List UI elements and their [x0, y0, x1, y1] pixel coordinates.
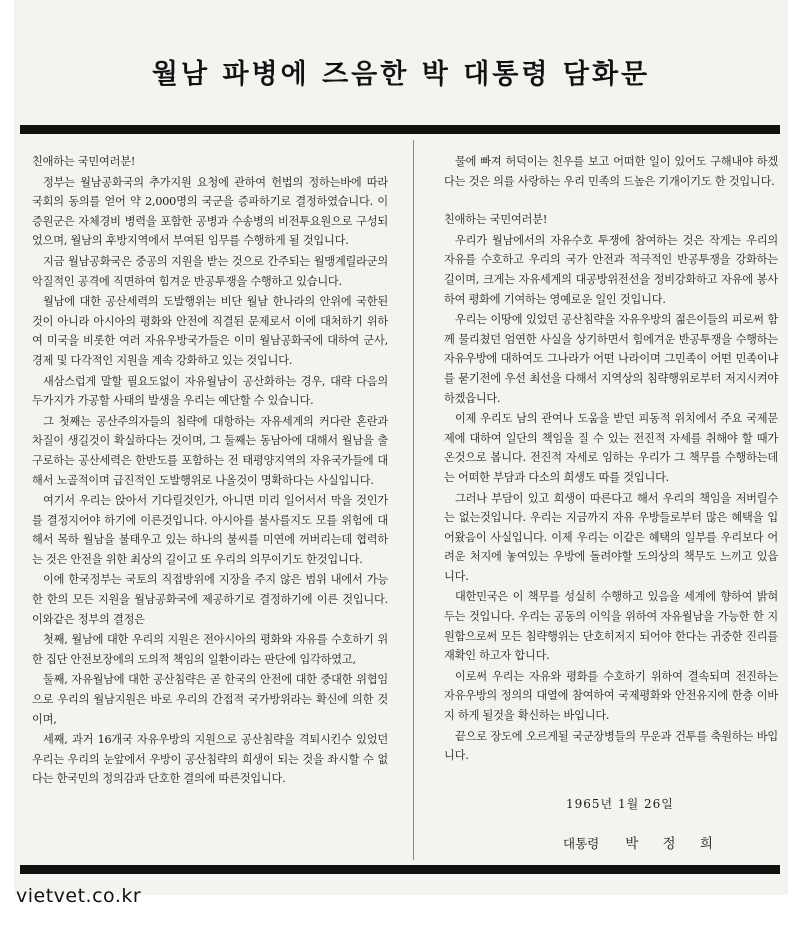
signature-name: 박 정 희 [625, 836, 723, 852]
paragraph: 그러나 부담이 있고 희생이 따른다고 해서 우리의 책임을 저버릴수는 없는것입니다. 우리는 지금까지 자유 우방들로부터 많은 혜택을 입어왔음이 사실입니다. 이제 우리는 이같은 혜택의 일부를 우리보다 어려운 처지에 놓여있는 우방에 돌려야할 도의상의 책무도 느끼고 있읍니다. [444, 491, 778, 583]
paragraph: 월남에 대한 공산세력의 도발행위는 비단 월남 한나라의 안위에 국한된 것이 아니라 아시아의 평화와 안전에 직결된 문제로서 이에 대처하기 위하여 미국을 비롯한 여러 자유우방국가들은 이미 월남공화국에 대하여 군사, 경제 및 다각적인 지원을 계속 강화하고 있는 것입니다. [32, 295, 388, 367]
paragraph: 친애하는 국민여러분! [32, 155, 136, 168]
document-title: 월남 파병에 즈음한 박 대통령 담화문 [151, 59, 651, 90]
paragraph: 정부는 월남공화국의 추가지원 요청에 관하여 헌법의 정하는바에 따라 국회의 동의를 얻어 약 2,000명의 국군을 증파하기로 결정하였습니다. 이 증원군은 자체경비 병력을 포함한 공병과 수송병의 비전투요원으로 구성되었으며, 월남의 후방지역에서 부여된 임무를 수행하게 될 것입니다. [32, 175, 388, 248]
paragraph: 끝으로 장도에 오르게될 국군장병들의 무운과 건투를 축원하는 바입니다. [444, 729, 778, 763]
paragraph: 여기서 우리는 앉아서 기다릴것인가, 아니면 미리 일어서서 막을 것인가를 결정지어야 하기에 이른것입니다. 아시아를 불사를지도 모를 위험에 대해서 목하 월남을 불태우고 있는 하나의 불씨를 미연에 꺼버리는데 협력하는 것은 안전을 위한 최상의 길이고 또 우리의 의무이기도 한것입니다. [32, 494, 388, 566]
top-rule [20, 125, 780, 134]
paragraph: 친애하는 국민여러분! [444, 213, 548, 227]
paragraph: 우리는 이땅에 있었던 공산침략을 자유우방의 젊은이들의 피로써 함께 물리쳤던 엄연한 사실을 상기하면서 힘에겨운 반공투쟁을 수행하는 자유우방에 대하여도 그나라가 어떤 나라이며 그민족이 어떤 민족이냐를 묻기전에 우선 최선을 다해서 지역상의 침략행위로부터 저지시켜야 하겠읍니다. [444, 313, 778, 405]
paragraph: 세째, 과거 16개국 자유우방의 지원으로 공산침략을 격퇴시킨수 있었던 우리는 우리의 눈앞에서 우방이 공산침략의 희생이 되는 것을 좌시할 수 없다는 한국민의 정의감과 단호한 결의에 따른것입니다. [32, 733, 388, 786]
bottom-rule [20, 865, 780, 874]
paragraph: 첫째, 월남에 대한 우리의 지원은 전아시아의 평화와 자유를 수호하기 위한 집단 안전보장에의 도의적 책임의 일환이라는 판단에 입각하였고, [32, 633, 388, 666]
footer-site-label: vietvet.co.kr [16, 885, 142, 907]
paragraph: 대한민국은 이 책무를 성실히 수행하고 있음을 세계에 향하여 밝혀 두는 것입니다. 우리는 공동의 이익을 위하여 자유월남을 가능한 한 지원함으로써 모든 침략행위는 단호히저지 되어야 한다는 귀중한 진리를 재확인 하고자 합니다. [444, 590, 778, 663]
document-date: 1965년 1월 26일 [566, 797, 674, 811]
right-column [444, 152, 778, 767]
paragraph: 우리가 월남에서의 자유수호 투쟁에 참여하는 것은 작게는 우리의 자유를 수호하고 우리의 국가 안전과 적극적인 반공투쟁을 강화하는 길이며, 크게는 자유세계의 대공방위전선을 정비강화하고 자유에 봉사하여 평화에 기여하는 영예로운 일인 것입니다. [444, 233, 778, 306]
paragraph: 둘째, 자유월남에 대한 공산침략은 곧 한국의 안전에 대한 중대한 위협임으로 우리의 월남지원은 바로 우리의 간접적 국가방위라는 확신에 의한 것이며, [32, 673, 388, 726]
column-divider [413, 140, 414, 860]
paragraph: 이제 우리도 남의 관여나 도움을 받던 피동적 위치에서 주요 국제문제에 대하여 일단의 책임을 질 수 있는 전진적 자세를 취해야 할 때가 온것으로 봅니다. 전진적 자세로 임하는 우리가 그 책무를 수행하는데는 어떠한 부담과 다소의 희생도 따를 것입니다. [444, 412, 778, 484]
paragraph: 지금 월남공화국은 중공의 지원을 받는 것으로 간주되는 월맹계릴라군의 악질적인 공격에 직면하여 힘겨운 반공투쟁을 수행하고 있습니다. [32, 254, 388, 288]
paragraph: 그 첫째는 공산주의자들의 침략에 대항하는 자유세계의 커다란 혼란과 차질이 생길것이 확실하다는 것이며, 그 둘째는 동남아에 대해서 월남을 출구로하는 공산세력은 한반도를 포함하는 전 태평양지역의 자유국가들에 대해서 노골적이며 급진적인 도발행위로 나올것이 명확하다는 사실입니다. [32, 414, 388, 487]
left-column [32, 152, 388, 790]
paragraph: 새삼스럽게 말할 필요도없이 자유월남이 공산화하는 경우, 대략 다음의 두가지가 가공할 사태의 발생을 우리는 예단할 수 있습니다. [32, 374, 388, 408]
paragraph: 물에 빠져 허덕이는 친우를 보고 어떠한 일이 있어도 구해내야 하겠다는 것은 의를 사랑하는 우리 민족의 드높은 기개이기도 한 것입니다. [444, 155, 778, 188]
signature-title: 대통령 [563, 836, 600, 851]
paragraph: 이에 한국정부는 국토의 직접방위에 지장을 주지 않은 범위 내에서 가능한 한의 모든 지원을 월남공화국에 제공하기로 결정하기에 이른 것입니다. 이와같은 정부의 결정은 [32, 573, 388, 626]
signature-block [563, 832, 723, 852]
paragraph: 이로써 우리는 자유와 평화를 수호하기 위하여 결속되며 전진하는 자유우방의 정의의 대열에 참여하여 국제평화와 안전유지에 한층 이바지 하게 될것을 확신하는 바입니다. [444, 669, 778, 723]
